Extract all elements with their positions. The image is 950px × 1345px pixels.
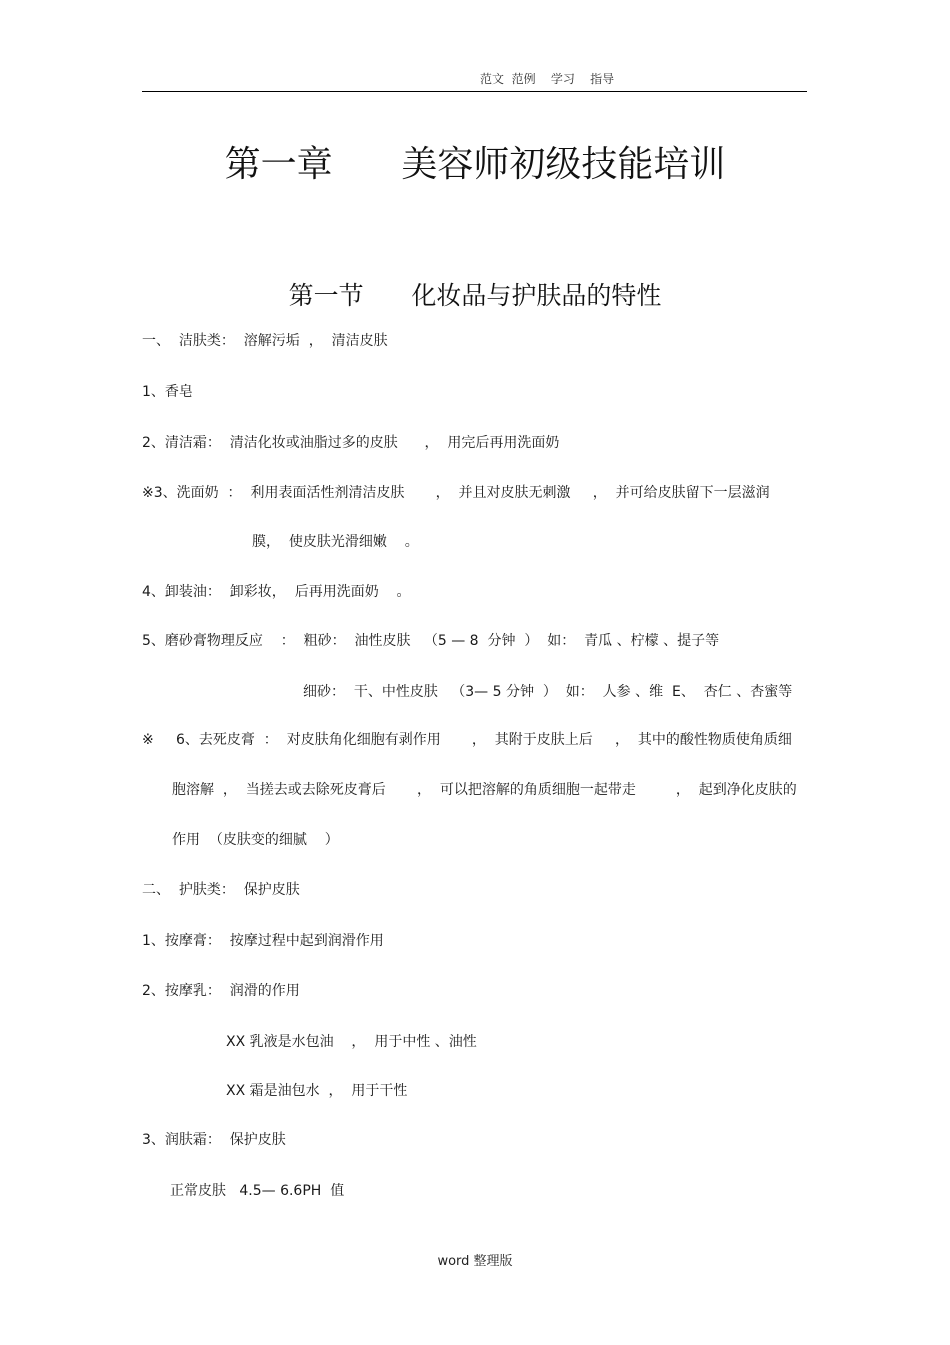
category-cleansing: 一、 洁肤类： 溶解污垢 ， 清洁皮肤 <box>142 333 388 349</box>
note-skin-ph: 正常皮肤 4.5— 6.6PH 值 <box>170 1183 345 1199</box>
item-exfoliating-gel: ※ 6、去死皮膏 ： 对皮肤角化细胞有剥作用 ， 其附于皮肤上后 ， 其中的酸性物质使角质细 <box>142 732 792 748</box>
item-makeup-remover: 4、卸装油： 卸彩妆， 后再用洗面奶 。 <box>142 584 411 600</box>
item-exfoliating-gel-cont2: 作用 （皮肤变的细腻 ） <box>172 832 339 848</box>
item-cleansing-cream: 2、清洁霜： 清洁化妆或油脂过多的皮肤 ， 用完后再用洗面奶 <box>142 435 560 451</box>
item-facial-cleanser-cont: 膜， 使皮肤光滑细嫩 。 <box>252 534 419 550</box>
item-scrub-coarse: 5、磨砂膏物理反应 ： 粗砂： 油性皮肤 （5 — 8 分钟 ） 如： 青瓜 、柠檬 、提子等 <box>142 633 720 649</box>
header-rule <box>142 91 807 92</box>
note-lotion-oil-in-water: XX 乳液是水包油 ， 用于中性 、油性 <box>226 1034 477 1050</box>
item-moisturizer: 3、润肤霜： 保护皮肤 <box>142 1132 286 1148</box>
item-massage-lotion: 2、按摩乳： 润滑的作用 <box>142 983 300 999</box>
note-cream-water-in-oil: XX 霜是油包水 ， 用于干性 <box>226 1083 408 1099</box>
item-facial-cleanser: ※3、洗面奶 ： 利用表面活性剂清洁皮肤 ， 并且对皮肤无刺激 ， 并可给皮肤留下一层滋润 <box>142 485 770 501</box>
category-skincare: 二、 护肤类： 保护皮肤 <box>142 882 300 898</box>
item-scrub-fine: 细砂： 干、中性皮肤 （3— 5 分钟 ） 如： 人参 、维 E、 杏仁 、杏蜜等 <box>303 684 793 700</box>
section-title: 第一节 化妆品与护肤品的特性 <box>288 281 662 310</box>
chapter-title: 第一章 美容师初级技能培训 <box>224 144 726 185</box>
page-footer: word 整理版 <box>437 1254 513 1269</box>
item-massage-cream: 1、按摩膏： 按摩过程中起到润滑作用 <box>142 933 384 949</box>
item-exfoliating-gel-cont1: 胞溶解 ， 当搓去或去除死皮膏后 ， 可以把溶解的角质细胞一起带走 ， 起到净化皮肤的 <box>172 782 797 798</box>
item-soap: 1、香皂 <box>142 384 193 400</box>
page-header: 范文 范例 学习 指导 <box>480 72 615 86</box>
